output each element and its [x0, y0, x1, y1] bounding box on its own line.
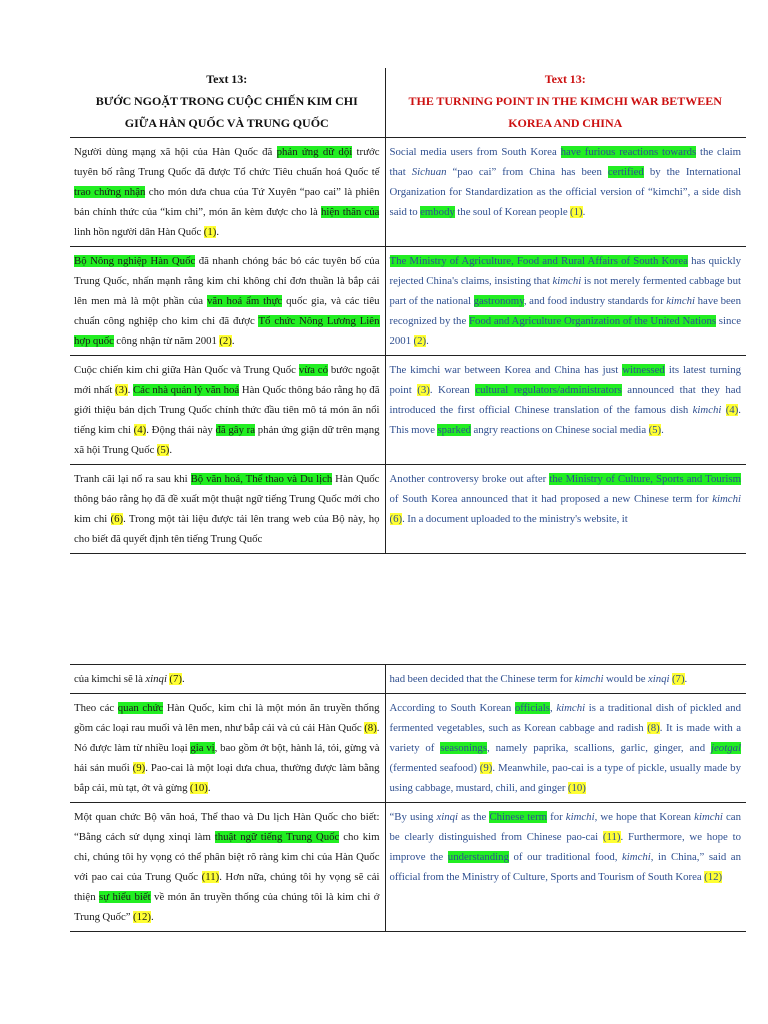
highlighted-term: seasonings	[440, 742, 488, 754]
reference-number: (11)	[602, 831, 621, 843]
highlighted-term: đã gây ra	[215, 424, 256, 436]
reference-number: (9)	[132, 762, 146, 774]
english-paragraph	[385, 465, 746, 554]
highlighted-term: trao chứng nhận	[74, 186, 146, 198]
vietnamese-paragraph	[70, 465, 385, 554]
text-run: of our traditional food,	[508, 851, 623, 863]
english-paragraph	[385, 247, 746, 356]
english-paragraph	[385, 665, 746, 694]
text-run: since 2001	[389, 315, 741, 347]
reference-number: (5)	[156, 444, 170, 456]
text-run: bước ngoặt mới nhất	[74, 364, 380, 396]
english-paragraph	[385, 356, 746, 465]
text-run: of South Korea announced that it had proposed a new Chinese term for	[389, 493, 713, 505]
highlighted-term: jeotgal	[711, 742, 741, 754]
highlighted-term: Chinese term	[489, 811, 548, 823]
reference-number: (5)	[648, 424, 662, 436]
reference-number: (8)	[364, 722, 377, 734]
reference-number: (12)	[704, 871, 723, 883]
italic-term: kimchi	[692, 404, 722, 416]
text-run: .	[426, 335, 429, 347]
vietnamese-title-line-2: GIỮA HÀN QUỐC VÀ TRUNG QUỐC	[124, 116, 329, 130]
text-run: của kimchi sẽ là	[74, 673, 146, 685]
highlighted-term: gastronomy	[473, 295, 524, 307]
reference-number: (12)	[132, 911, 151, 923]
highlighted-term: cultural regulators/administrators	[475, 384, 622, 396]
italic-term: kimchi	[666, 295, 696, 307]
bilingual-table-bottom	[70, 664, 746, 932]
reference-number: (4)	[725, 404, 739, 416]
text-run: .	[181, 673, 185, 685]
text-run: the claim that	[389, 146, 742, 178]
text-run: .	[169, 444, 173, 456]
vietnamese-paragraph	[70, 803, 385, 932]
text-run: . It is made with a variety of	[389, 722, 741, 754]
text-run: . Hơn nữa, chúng tôi hy vọng sẽ cải thiện	[74, 871, 380, 903]
text-run: .	[216, 226, 220, 238]
english-title-cell	[385, 68, 746, 138]
vietnamese-title-line-1: BƯỚC NGOẶT TRONG CUỘC CHIẾN KIM CHI	[95, 94, 358, 108]
text-run: .	[127, 384, 133, 396]
text-run: . This move	[389, 404, 741, 436]
text-run: have been recognized by the	[389, 295, 741, 327]
text-run: its latest turning point	[389, 364, 741, 396]
text-run: Social media users from South Korea	[389, 146, 561, 158]
text-run: would be	[603, 673, 648, 685]
text-run: for	[547, 811, 566, 823]
english-title-line-2: KOREA AND CHINA	[508, 116, 623, 130]
text-run: Một quan chức Bộ văn hoá, Thể thao và Du lịch Hàn Quốc cho biết: “Bằng cách sử dụng xinqi làm	[74, 811, 380, 843]
english-paragraph	[385, 803, 746, 932]
text-run: “By using	[389, 811, 437, 823]
reference-number: (3)	[417, 384, 430, 396]
text-run: phản ứng giận dữ trên mạng xã hội Trung Quốc	[74, 424, 380, 456]
table-row	[70, 138, 746, 247]
italic-term: Sichuan	[411, 166, 447, 178]
highlighted-term: certified	[607, 166, 644, 178]
highlighted-term: the Ministry of Culture, Sports and Tourism	[549, 473, 741, 485]
text-run: Another controversy broke out after	[389, 473, 550, 485]
reference-number: (3)	[115, 384, 128, 396]
vietnamese-paragraph	[70, 247, 385, 356]
italic-term: kimchi	[574, 673, 604, 685]
italic-term: kimchi	[622, 851, 651, 863]
highlighted-term: officials	[514, 702, 551, 714]
reference-number: (11)	[201, 871, 220, 883]
highlighted-term: The Ministry of Agriculture, Food and Rural Affairs of South Korea	[389, 255, 688, 267]
highlighted-term: witnessed	[622, 364, 665, 376]
text-run: Cuộc chiến kim chi giữa Hàn Quốc và Trung Quốc	[74, 364, 299, 376]
text-run: Theo các	[74, 702, 118, 714]
text-run: ,	[550, 702, 557, 714]
text-run: is not merely fermented cabbage but part of the national	[389, 275, 741, 307]
reference-number: (1)	[203, 226, 217, 238]
reference-number: (2)	[219, 335, 232, 347]
text-run: , namely paprika, scallions, garlic, ginger, and	[487, 742, 711, 754]
text-run: .	[231, 335, 235, 347]
highlighted-term: phản ứng dữ dội	[276, 146, 353, 158]
italic-term: xinqi	[436, 811, 459, 823]
table-row	[70, 356, 746, 465]
text-run: (fermented seafood)	[389, 762, 480, 774]
highlighted-term: Bộ Nông nghiệp Hàn Quốc	[74, 255, 196, 267]
highlighted-term: Các nhà quản lý văn hoá	[132, 384, 240, 396]
vietnamese-paragraph	[70, 356, 385, 465]
italic-term: kimchi	[565, 811, 595, 823]
english-paragraph	[385, 694, 746, 803]
vietnamese-text-label: Text 13:	[206, 72, 248, 86]
italic-term: xinqi	[647, 673, 670, 685]
text-run: According to South Korean	[389, 702, 515, 714]
reference-number: (2)	[413, 335, 427, 347]
english-text-label: Text 13:	[544, 72, 586, 86]
highlighted-term: have furious reactions towards	[560, 146, 697, 158]
bilingual-table-top	[70, 68, 746, 554]
reference-number: (10)	[189, 782, 208, 794]
highlighted-term: văn hoá ẩm thực	[207, 295, 283, 307]
text-run: “pao cai” from China has been	[446, 166, 608, 178]
english-title-line-1: THE TURNING POINT IN THE KIMCHI WAR BETWEEN	[408, 94, 722, 108]
text-run: , bao gồm ớt bột, hành lá, tỏi, gừng và hải sản muối	[74, 742, 380, 774]
text-run: .	[207, 782, 211, 794]
text-run: linh hồn người dân Hàn Quốc	[74, 226, 204, 238]
text-run: , we hope that Korean	[594, 811, 695, 823]
highlighted-term: quan chức	[117, 702, 164, 714]
reference-number: (6)	[110, 513, 124, 525]
text-run: is a traditional dish of pickled and fermented vegetables, such as Korean cabbage and radish	[389, 702, 741, 734]
text-run: cho món dưa chua của Tứ Xuyên “pao cai” là phiên bản chính thức của “kim chi”, món ăn kèm được cho là	[74, 186, 380, 218]
vietnamese-paragraph	[70, 665, 385, 694]
reference-number: (4)	[133, 424, 147, 436]
text-run: về món ăn truyền thống của chúng tôi là kim chi ở Trung Quốc”	[74, 891, 380, 923]
text-run: , and food industry standards for	[523, 295, 667, 307]
vietnamese-paragraph	[70, 138, 385, 247]
text-run: đã nhanh chóng bác bỏ các tuyên bố của Trung Quốc, nhấn mạnh rằng kim chi không chỉ đơn thuần là bắp cải lên men mà là một phần của	[74, 255, 380, 307]
reference-number: (7)	[169, 673, 182, 685]
highlighted-term: embody	[420, 206, 455, 218]
text-run: Hàn Quốc thông báo rằng họ đã đề xuất một thuật ngữ tiếng Trung Quốc mới cho kim chi	[74, 473, 380, 525]
table-row	[70, 465, 746, 554]
highlighted-term: vừa có	[298, 364, 328, 376]
italic-term: kimchi	[712, 493, 741, 505]
reference-number: (8)	[647, 722, 660, 734]
text-run: . Furthermore, we hope to improve the	[389, 831, 741, 863]
text-run: the soul of Korean people	[454, 206, 571, 218]
text-run: announced that they had introduced the first official Chinese translation of the famous dish	[389, 384, 741, 416]
text-run: .	[582, 206, 586, 218]
text-run: as the	[458, 811, 490, 823]
text-run: . Nó được làm từ nhiều loại	[74, 722, 380, 754]
italic-term: kimchi	[694, 811, 723, 823]
highlighted-term: thuật ngữ tiếng Trung Quốc	[214, 831, 340, 843]
text-run: . Meanwhile, pao-cai is a type of pickle, usually made by using cabbage, mustard, chili, and ginger	[389, 762, 741, 794]
text-run: quốc gia, và các tiêu chuẩn công nghiệp cho kim chi đã được	[74, 295, 380, 327]
highlighted-term: hiện thân của	[320, 206, 380, 218]
highlighted-term: Food and Agriculture Organization of the United Nations	[468, 315, 717, 327]
table-row	[70, 694, 746, 803]
table-row	[70, 803, 746, 932]
reference-number: (6)	[389, 513, 403, 525]
text-run: The kimchi war between Korea and China has just	[389, 364, 623, 376]
text-run: , in China,” said an official from the Ministry of Culture, Sports and Tourism of South Korea	[389, 851, 741, 883]
table-row	[70, 665, 746, 694]
italic-term: xinqi	[145, 673, 167, 685]
text-run: can be clearly distinguished from Chinese pao-cai	[389, 811, 741, 843]
vietnamese-title-cell	[70, 68, 385, 138]
highlighted-term: sự hiểu biết	[99, 891, 151, 903]
table-row	[70, 247, 746, 356]
text-run: angry reactions on Chinese social media	[471, 424, 649, 436]
highlighted-term: understanding	[447, 851, 509, 863]
highlighted-term: Tổ chức Nông Lương Liên hợp quốc	[74, 315, 380, 347]
text-run: .	[684, 673, 688, 685]
text-run: had been decided that the Chinese term for	[389, 673, 575, 685]
text-run: cho kim chi, chúng tôi hy vọng có thể phân biệt rõ ràng kim chi của Hàn Quốc với pao cai của Trung Quốc	[74, 831, 380, 883]
italic-term: kimchi	[552, 275, 582, 287]
italic-term: kimchi	[556, 702, 586, 714]
text-run: by the International Organization for Standardization as the official version of “kimchi”, a side dish said to	[389, 166, 741, 218]
text-run: Hàn Quốc, kim chi là một món ăn truyền thống gồm các loại rau muối và lên men, như bắp cải và củ cải Hàn Quốc	[74, 702, 380, 734]
text-run: . Korean	[429, 384, 476, 396]
text-run: .	[661, 424, 664, 436]
table-header-row	[70, 68, 746, 138]
text-run: . Pao-cai là một loại dưa chua, thường được làm bằng bắp cải, mù tạt, ớt và gừng	[74, 762, 380, 794]
vietnamese-paragraph	[70, 694, 385, 803]
reference-number: (9)	[479, 762, 493, 774]
text-run: . Trong một tài liệu được tải lên trang web của Bộ này, họ cho biết đã quyết định tên tiếng Trung Quốc	[74, 513, 380, 545]
highlighted-term: Bộ văn hoá, Thể thao và Du lịch	[190, 473, 333, 485]
text-run: Tranh cãi lại nổ ra sau khi	[74, 473, 191, 485]
text-run: trước tuyên bố rằng Trung Quốc đã được Tổ chức Tiêu chuẩn hoá Quốc tế	[74, 146, 380, 178]
reference-number: (7)	[671, 673, 685, 685]
text-run: . In a document uploaded to the ministry's website, it	[402, 513, 628, 525]
reference-number: (1)	[570, 206, 583, 218]
highlighted-term: sparked	[437, 424, 472, 436]
text-run: . Động thái này	[146, 424, 216, 436]
english-paragraph	[385, 138, 746, 247]
reference-number: (10)	[567, 782, 586, 794]
text-run: .	[150, 911, 154, 923]
text-run: Người dùng mạng xã hội của Hàn Quốc đã	[74, 146, 277, 158]
text-run: Hàn Quốc thông báo rằng họ đã giới thiệu bản dịch Trung Quốc chính thức đầu tiên mô tả món ăn nổi tiếng kim chi	[74, 384, 380, 436]
highlighted-term: gia vị	[190, 742, 215, 754]
text-run: công nhận từ năm 2001	[113, 335, 220, 347]
text-run: has quickly rejected China's claims, insisting that	[389, 255, 742, 287]
